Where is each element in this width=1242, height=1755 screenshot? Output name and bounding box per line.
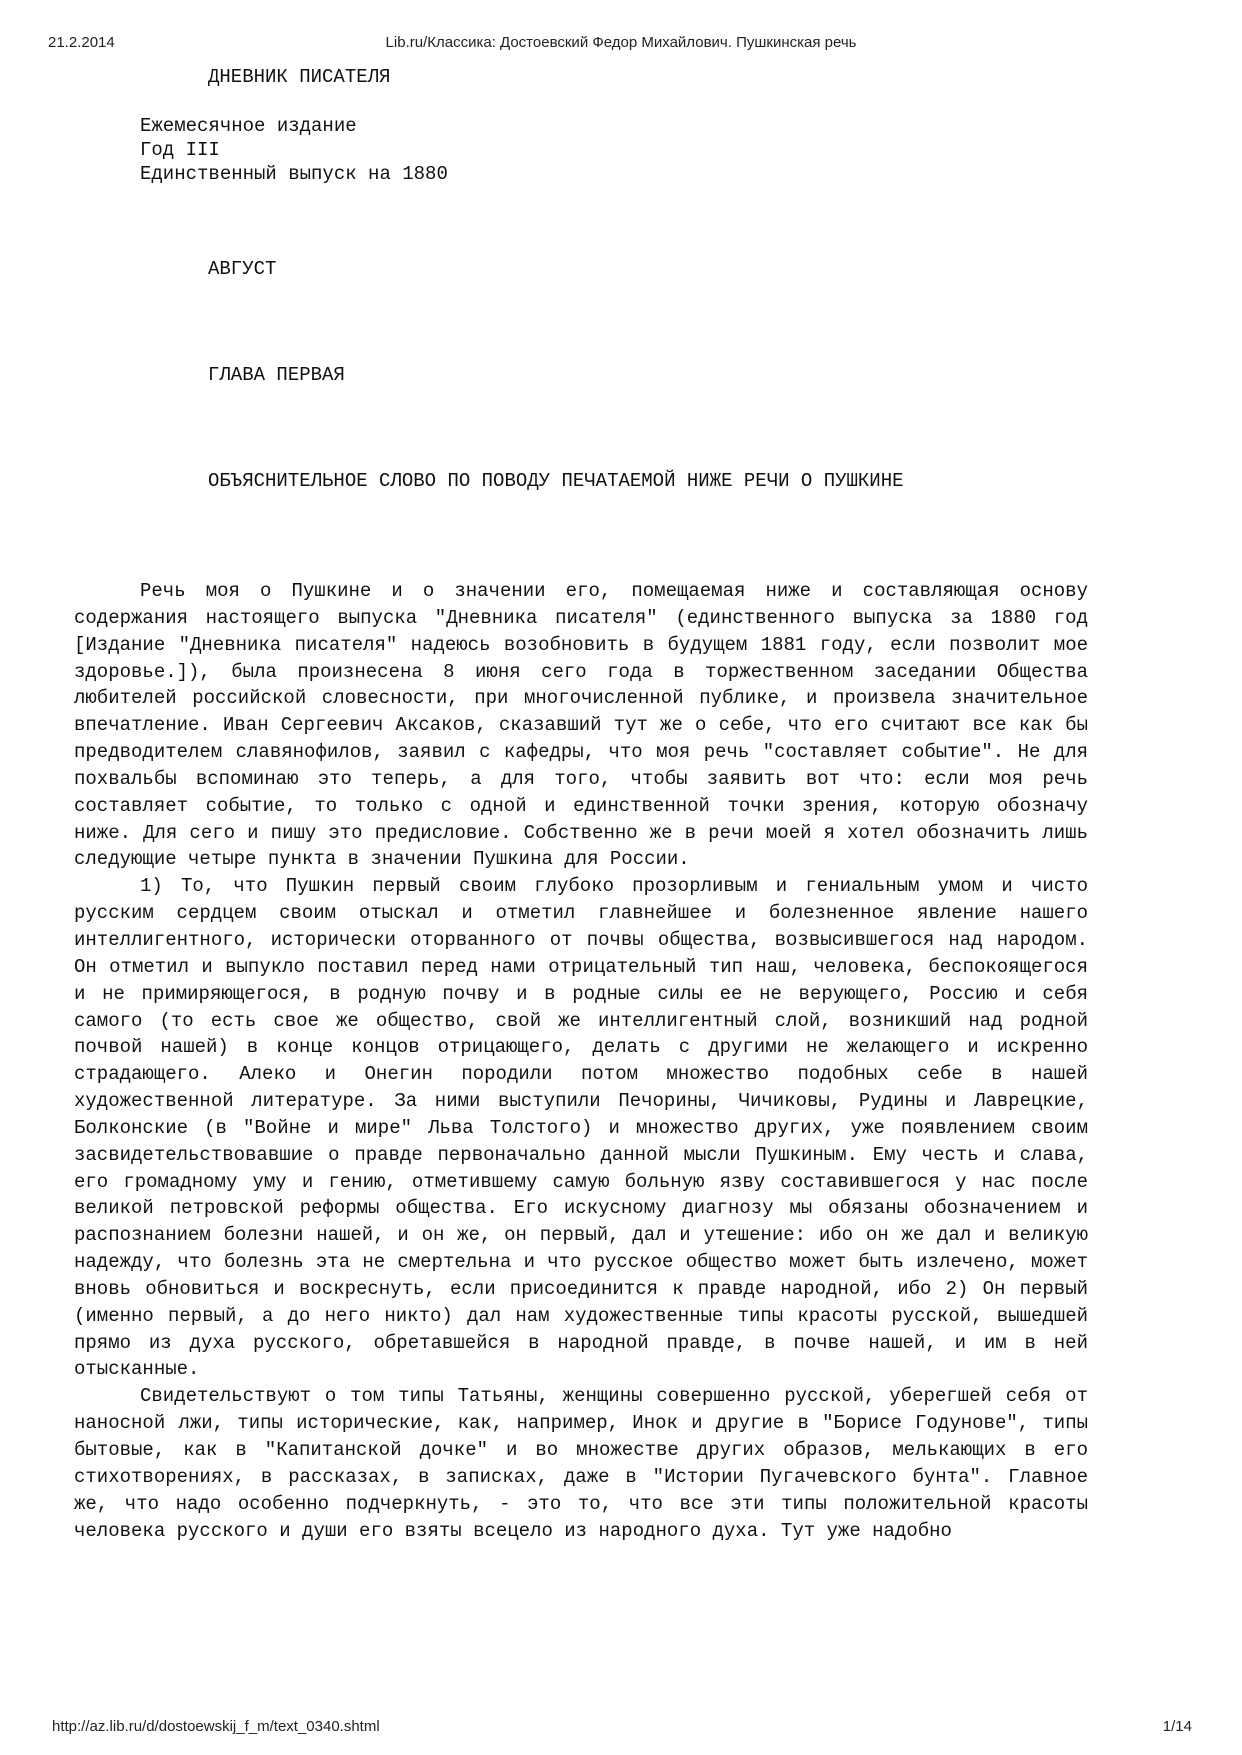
print-header-date: 21.2.2014	[48, 34, 115, 51]
print-header-title: Lib.ru/Классика: Достоевский Федор Михайлович. Пушкинская речь	[385, 34, 857, 51]
print-footer-page-number: 1/14	[1162, 1718, 1192, 1735]
section-title: ОБЪЯСНИТЕЛЬНОЕ СЛОВО ПО ПОВОДУ ПЕЧАТАЕМОЙ НИЖЕ РЕЧИ О ПУШКИНЕ	[208, 470, 904, 492]
month-heading: АВГУСТ	[208, 258, 277, 280]
publication-meta-line: Единственный выпуск на 1880	[140, 163, 448, 185]
publication-meta-line: Ежемесячное издание	[140, 115, 357, 137]
publication-meta-line: Год III	[140, 139, 220, 161]
chapter-heading: ГЛАВА ПЕРВАЯ	[208, 364, 345, 386]
print-footer-url: http://az.lib.ru/d/dostoewskij_f_m/text_0340.shtml	[52, 1718, 380, 1735]
document-body	[74, 578, 1088, 1544]
journal-title: ДНЕВНИК ПИСАТЕЛЯ	[208, 66, 391, 88]
paragraph: Свидетельствуют о том типы Татьяны, женщины совершенно русской, уберегшей себя от наносной лжи, типы исторические, как, например, Инок и другие в "Борисе Годунове", типы бытовые, как в "Капитанской дочке" и во множестве других образов, мелькающих в его стихотворениях, в рассказах, в записках, даже в "Истории Пугачевского бунта". Главное же, что надо особенно подчеркнуть, - это то, что все эти типы положительной красоты человека русского и души его взяты всецело из народного духа. Тут уже надобно	[74, 1385, 1088, 1542]
paragraph: 1) То, что Пушкин первый своим глубоко прозорливым и гениальным умом и чисто русским сердцем своим отыскал и отметил главнейшее и болезненное явление нашего интеллигентного, исторически оторванного от почвы общества, возвысившегося над народом. Он отметил и выпукло поставил перед нами отрицательный тип наш, человека, беспокоящегося и не примиряющегося, в родную почву и в родные силы ее не верующего, Россию и себя самого (то есть свое же общество, свой же интеллигентный слой, возникший над родной почвой нашей) в конце концов отрицающего, делать с другими не желающего и искренно страдающего. Алеко и Онегин породили потом множество подобных себе в нашей художественной литературе. За ними выступили Печорины, Чичиковы, Рудины и Лаврецкие, Болконские (в "Войне и мире" Льва Толстого) и множество других, уже появлением своим засвидетельствовавшие о правде первоначально данной мысли Пушкиным. Ему честь и слава, его громадному уму и гению, отметившему самую больную язву составившегося у нас после великой петровской реформы общества. Его искусному диагнозу мы обязаны обозначением и распознанием болезни нашей, и он же, он первый, дал и утешение: ибо он же дал и великую надежду, что болезнь эта не смертельна и что русское общество может быть излечено, может вновь обновиться и воскреснуть, если присоединится к правде народной, ибо 2) Он первый (именно первый, а до него никто) дал нам художественные типы красоты русской, вышедшей прямо из духа русского, обретавшейся в народной правде, в почве нашей, и им в ней отысканные.	[74, 875, 1088, 1381]
paragraph: Речь моя о Пушкине и о значении его, помещаемая ниже и составляющая основу содержания настоящего выпуска "Дневника писателя" (единственного выпуска за 1880 год [Издание "Дневника писателя" надеюсь возобновить в будущем 1881 году, если позволит мое здоровье.]), была произнесена 8 июня сего года в торжественном заседании Общества любителей российской словесности, при многочисленной публике, и произвела значительное впечатление. Иван Сергеевич Аксаков, сказавший тут же о себе, что его считают все как бы предводителем славянофилов, заявил с кафедры, что моя речь "составляет событие". Не для похвальбы вспоминаю это теперь, а для того, чтобы заявить вот что: если моя речь составляет событие, то только с одной и единственной точки зрения, которую обозначу ниже. Для сего и пишу это предисловие. Собственно же в речи моей я хотел обозначить лишь следующие четыре пункта в значении Пушкина для России.	[74, 580, 1088, 871]
